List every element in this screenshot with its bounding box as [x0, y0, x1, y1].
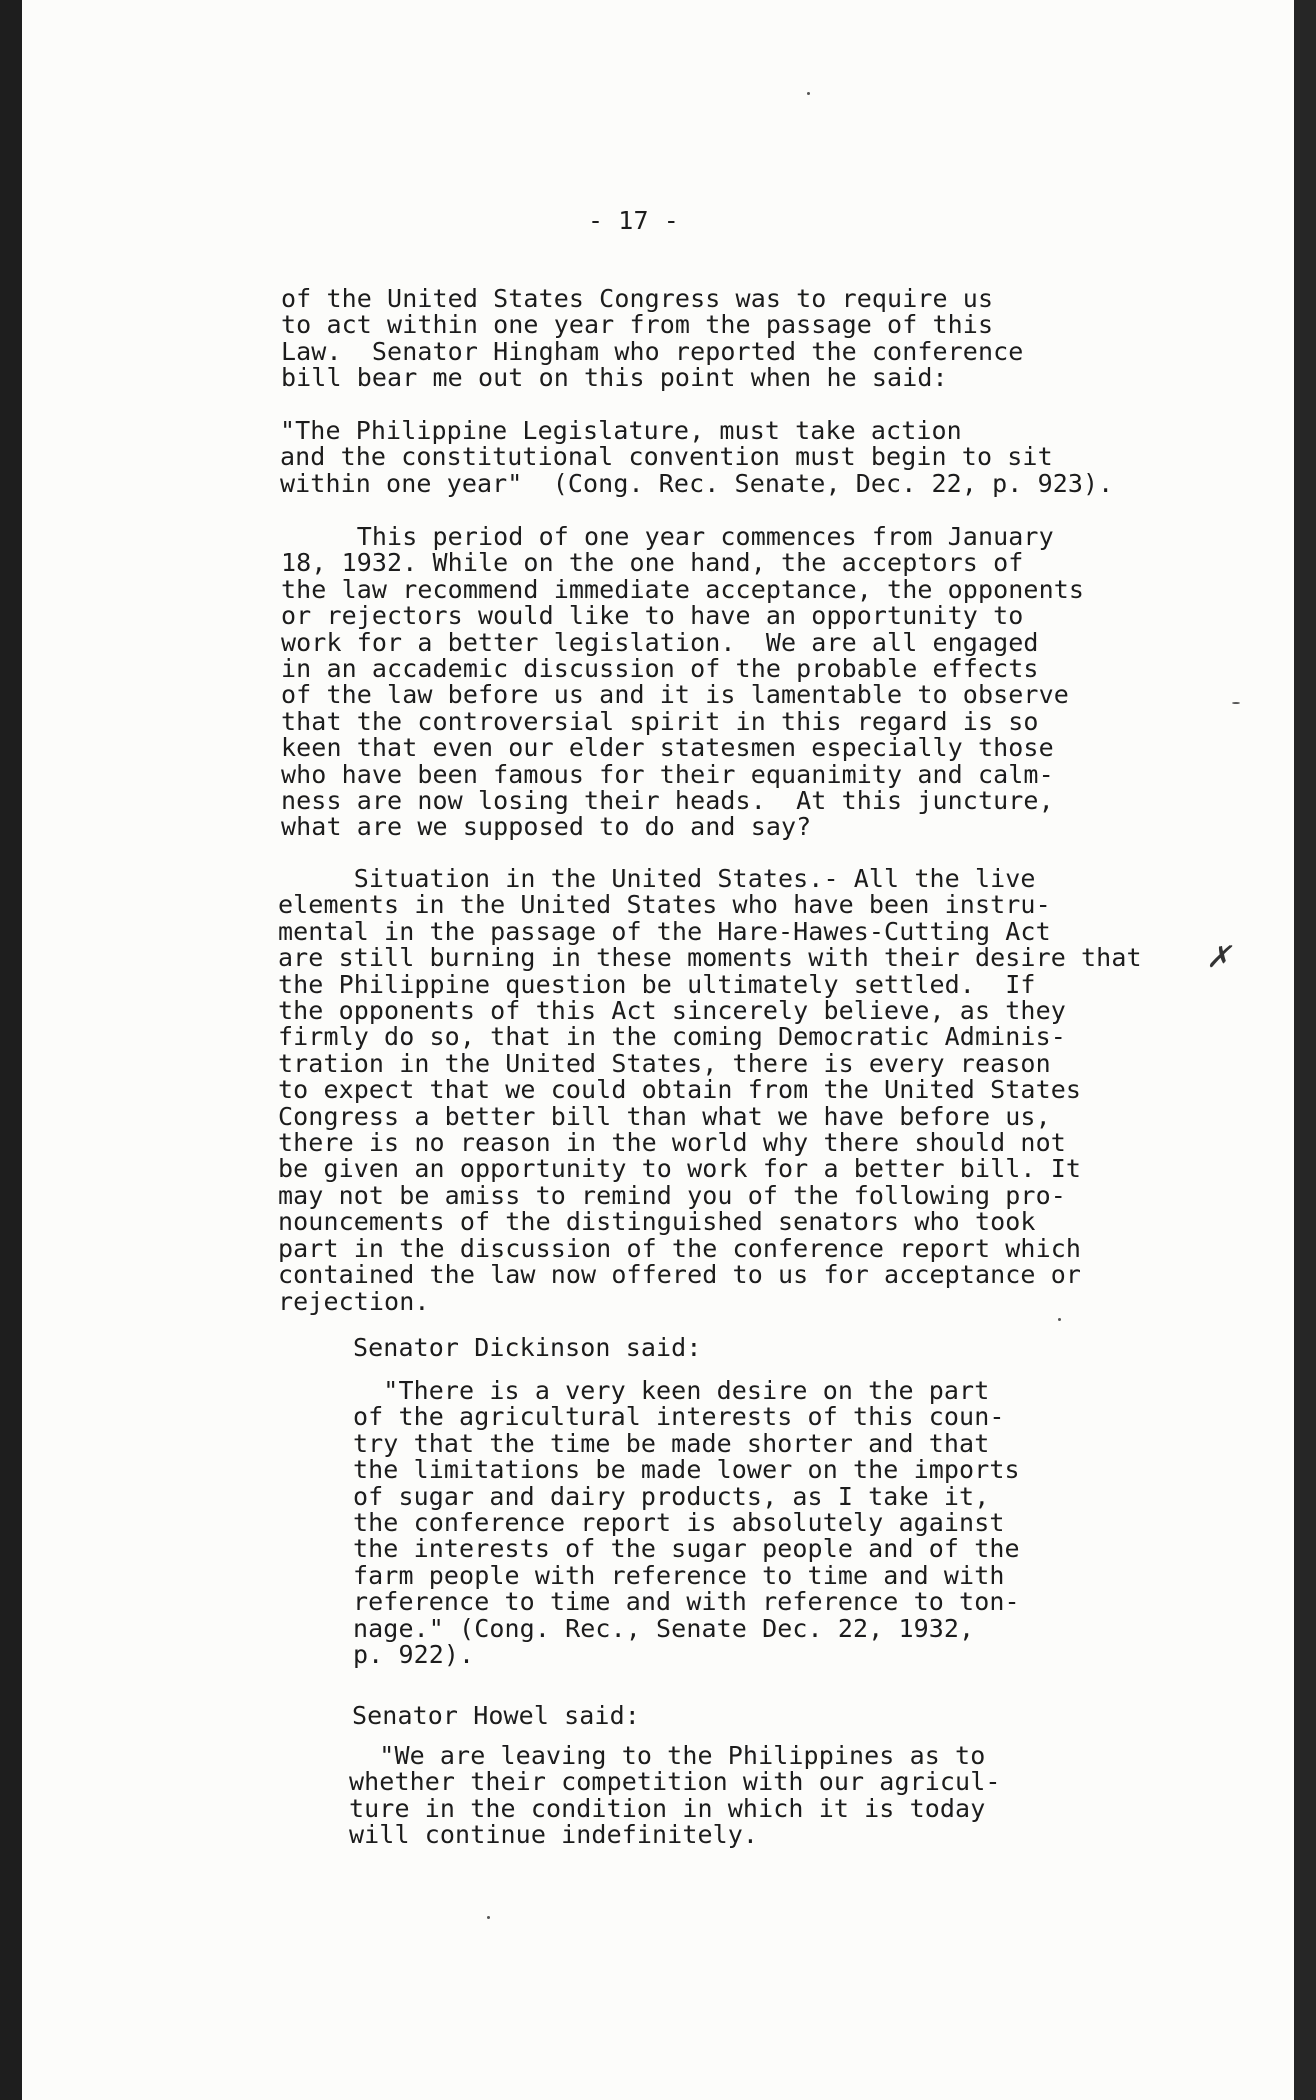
paragraph-situation-united-states: Situation in the United States.- All the live elements in the United States who have been instru- mental in the passage of the Hare-Hawes-Cutting Act are still burning in these moments with their desire that the Philippine question be ultimately settled. If the opponents of this Act sincerely believe, as they firmly do so, that in the coming Democratic Adminis- tration in the United States, there is every reason to expect that we could obtain from the United States Congress a better bill than what we have before us, there is no reason in the world why there should not be given an opportunity to work for a better bill. It may not be amiss to remind you of the following pro- nouncements of the distinguished senators who took part in the discussion of the conference report which contained the law now offered to us for acceptance or rejection.	[278, 864, 1142, 1316]
block-quote-howel: "We are leaving to the Philippines as to whether their competition with our agricul- ture in the condition in which it is today will continue indefinitely.	[349, 1741, 1001, 1850]
scan-speck	[487, 1916, 490, 1919]
block-quote-dickinson: "There is a very keen desire on the part of the agricultural interests of this coun- try that the time be made shorter and that the limitations be made lower on the imports of sugar and dairy products, as I take it, the conference report is absolutely against the interests of the sugar people and of the farm people with reference to time and with reference to time and with reference to ton- nage." (Cong. Rec., Senate Dec. 22, 1932, p. 922).	[353, 1376, 1020, 1670]
margin-correction-mark: ✗	[1206, 940, 1232, 975]
scan-speck	[1232, 702, 1240, 704]
block-quote-hingham: "The Philippine Legislature, must take action and the constitutional convention must begin to sit within one year" (Cong. Rec. Senate, Dec. 22, p. 923).	[280, 416, 1114, 498]
scan-speck	[1058, 1318, 1061, 1321]
scan-right-edge	[1294, 0, 1316, 2100]
speaker-dickinson: Senator Dickinson said:	[353, 1333, 702, 1362]
paragraph-opening: of the United States Congress was to require us to act within one year from the passage of this Law. Senator Hingham who reported the conference bill bear me out on this point when he said:	[281, 284, 1024, 393]
scan-left-edge	[0, 0, 22, 2100]
page-number: - 17 -	[588, 206, 679, 235]
paragraph-one-year-period: This period of one year commences from January 18, 1932. While on the one hand, the acceptors of the law recommend immediate acceptance, the opponents or rejectors would like to have an opportunity to work for a better legislation. We are all engaged in an accademic discussion of the probable effects of the law before us and it is lamentable to observe that the controversial spirit in this regard is so keen that even our elder statesmen especially those who have been famous for their equanimity and calm- ness are now losing their heads. At this juncture, what are we supposed to do and say?	[281, 522, 1085, 842]
scan-speck	[807, 92, 810, 95]
speaker-howel: Senator Howel said:	[352, 1701, 640, 1730]
